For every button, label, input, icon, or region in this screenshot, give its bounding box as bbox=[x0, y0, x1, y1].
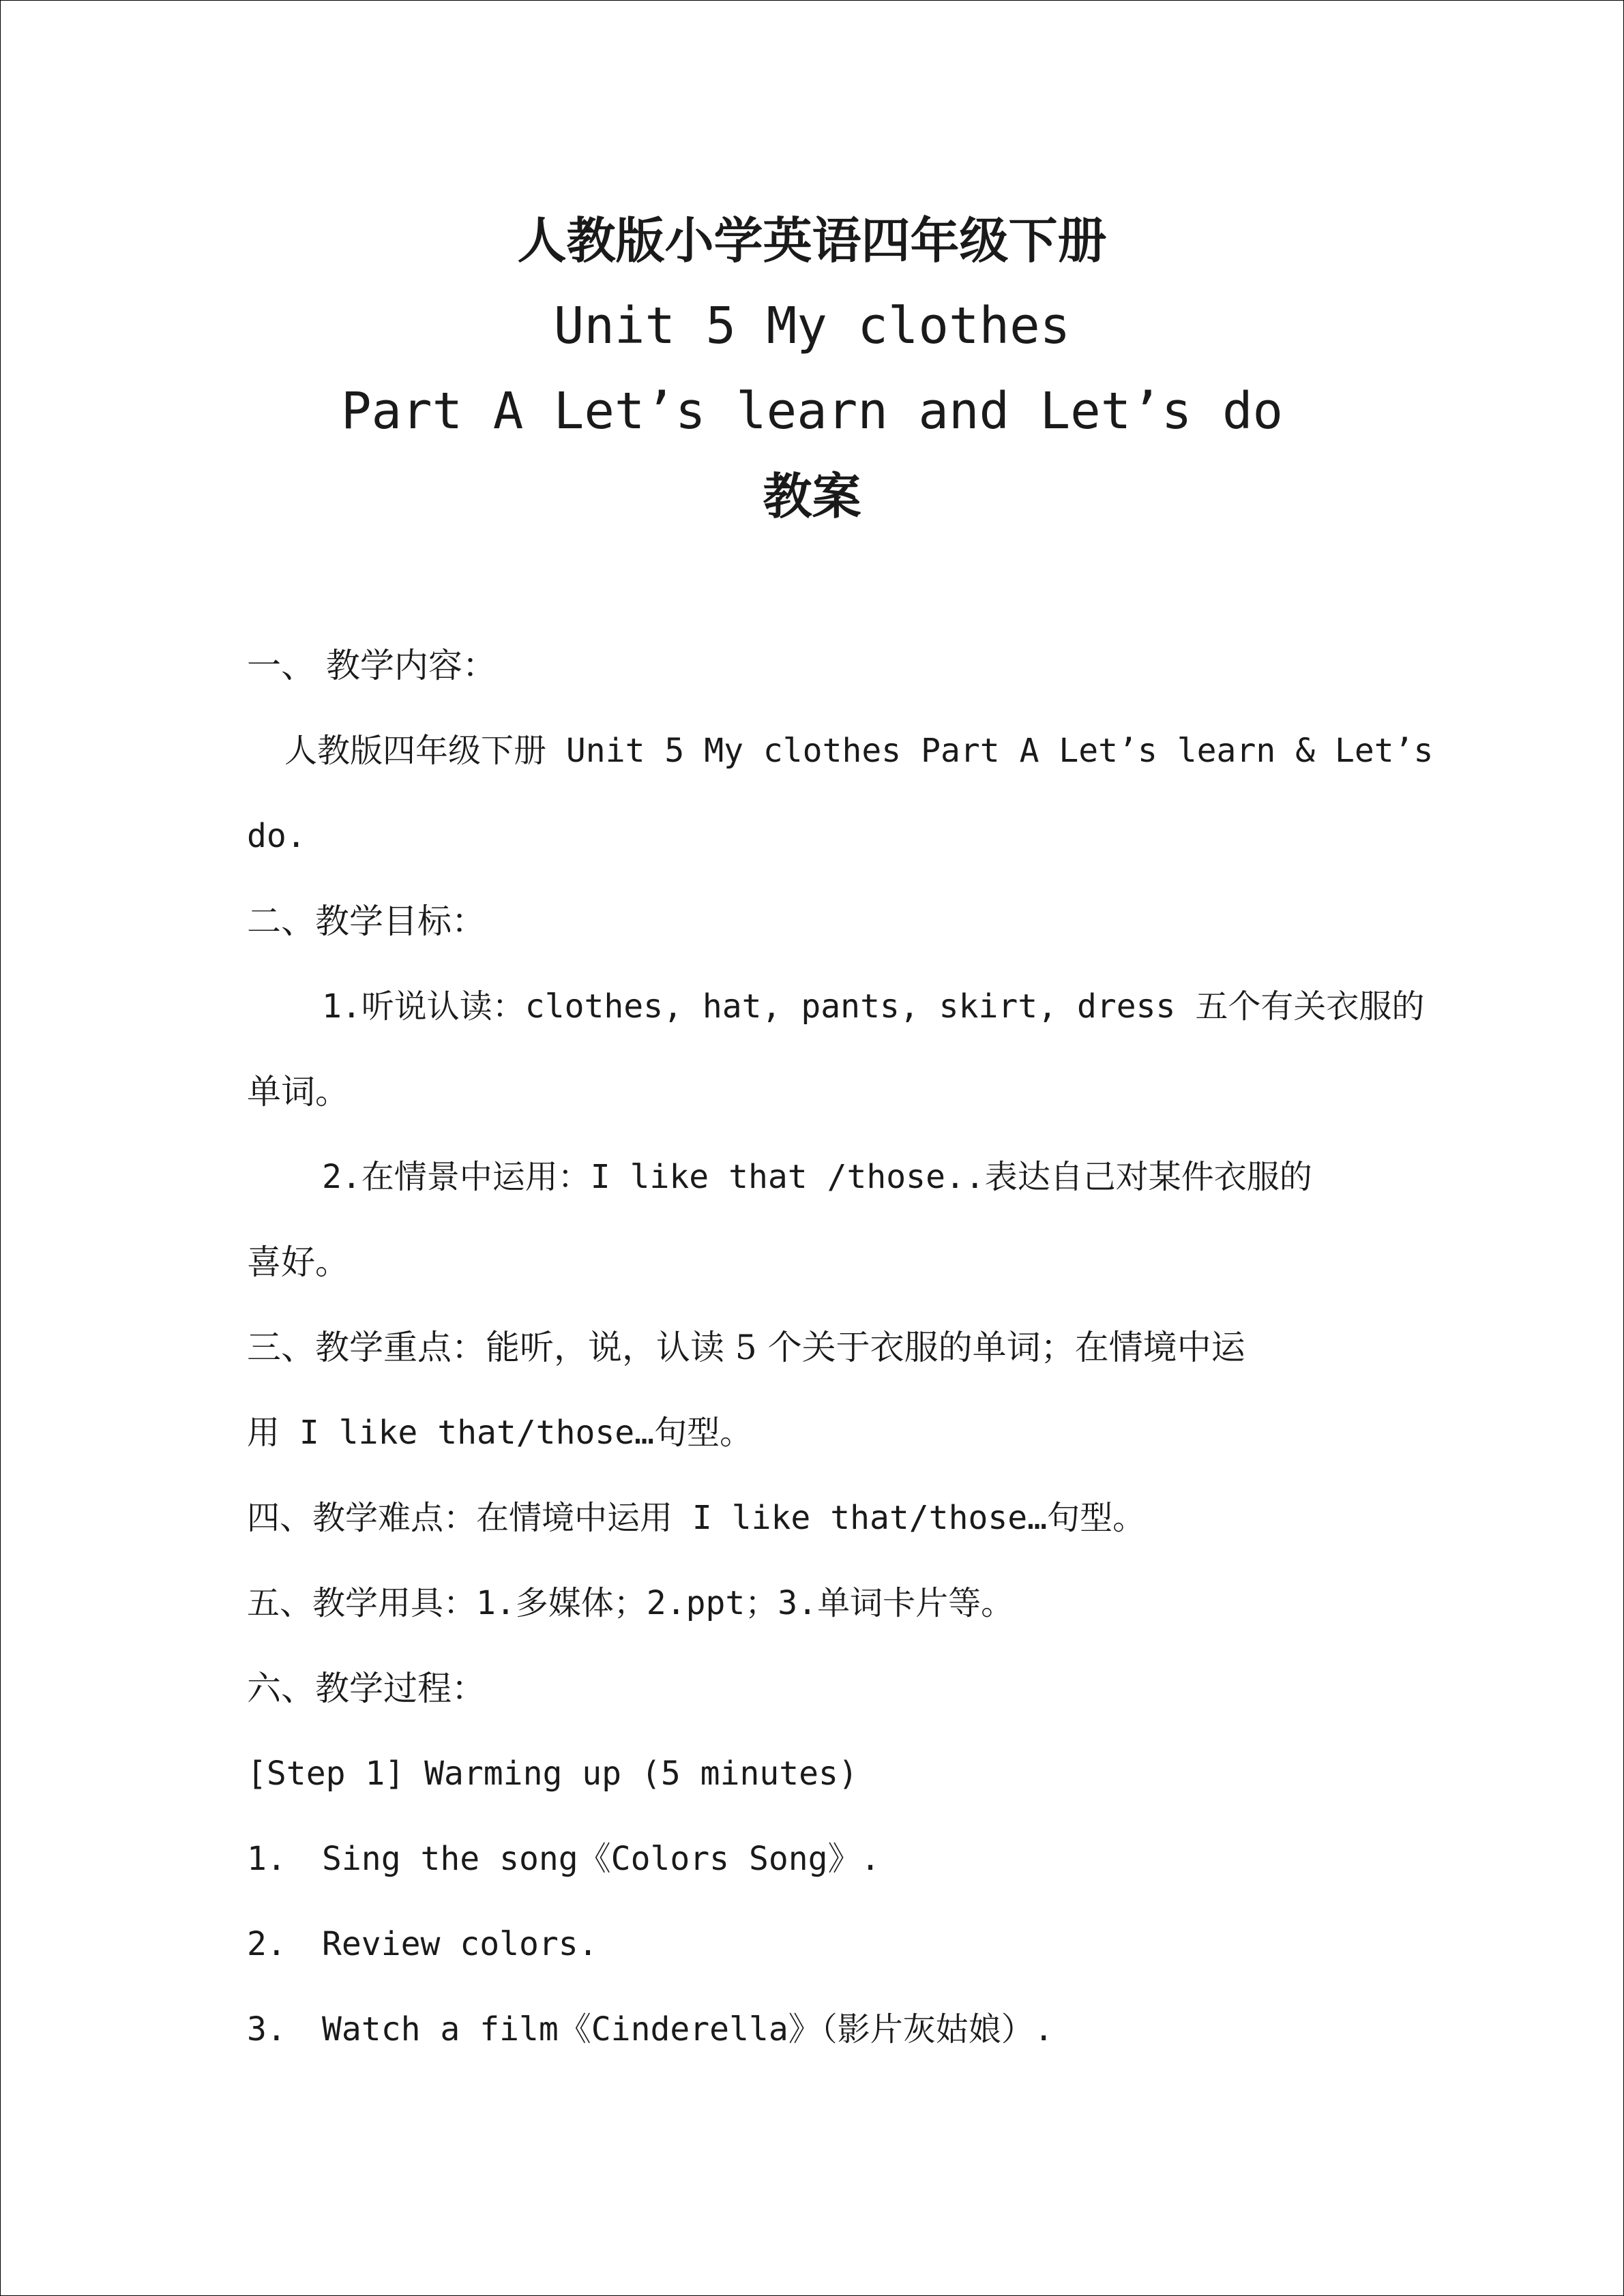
section-difficulty: 四、教学难点：在情境中运用 I like that/those…句型。 bbox=[247, 1499, 1146, 1537]
title-block bbox=[1, 198, 1623, 539]
section-content-text-cont: do. bbox=[247, 817, 306, 855]
section-tools: 五、教学用具：1.多媒体；2.ppt；3.单词卡片等。 bbox=[247, 1584, 1014, 1622]
list-item-text: Watch a film《Cinderella》（影片灰姑娘）. bbox=[322, 2010, 1054, 2048]
title-textbook: 人教版小学英语四年级下册 bbox=[517, 212, 1107, 269]
list-item bbox=[247, 2002, 1054, 2057]
goal-2: 2.在情景中运用：I like that /those..表达自己对某件衣服的 bbox=[322, 1158, 1312, 1196]
step-1-heading: [Step 1] Warming up (5 minutes) bbox=[247, 1755, 858, 1793]
list-item-text: Sing the song《Colors Song》. bbox=[322, 1840, 881, 1878]
section-content-heading: 一、 教学内容： bbox=[247, 646, 497, 685]
section-content-text: 人教版四年级下册 Unit 5 My clothes Part A Let’s learn & Let’s bbox=[284, 732, 1434, 770]
title-part: Part A Let’s learn and Let’s do bbox=[340, 382, 1284, 441]
goal-1-cont: 单词。 bbox=[247, 1072, 349, 1112]
list-item bbox=[247, 1832, 880, 1886]
list-item-number: 1. bbox=[247, 1840, 286, 1878]
section-key-points-cont: 用 I like that/those…句型。 bbox=[247, 1414, 753, 1452]
list-item-number: 3. bbox=[247, 2010, 286, 2048]
list-item-number: 2. bbox=[247, 1925, 286, 1963]
list-item-text: Review colors. bbox=[322, 1925, 598, 1963]
title-unit: Unit 5 My clothes bbox=[553, 297, 1071, 355]
list-item bbox=[247, 1917, 598, 1971]
section-key-points: 三、教学重点：能听，说，认读 5 个关于衣服的单词；在情境中运 bbox=[247, 1328, 1245, 1367]
section-goals-heading: 二、教学目标： bbox=[247, 901, 486, 941]
title-lesson-plan: 教案 bbox=[763, 468, 861, 525]
goal-2-cont: 喜好。 bbox=[247, 1242, 349, 1282]
goal-1: 1.听说认读：clothes, hat, pants, skirt, dress 五个有关衣服的 bbox=[322, 987, 1425, 1026]
section-process-heading: 六、教学过程： bbox=[247, 1669, 486, 1708]
